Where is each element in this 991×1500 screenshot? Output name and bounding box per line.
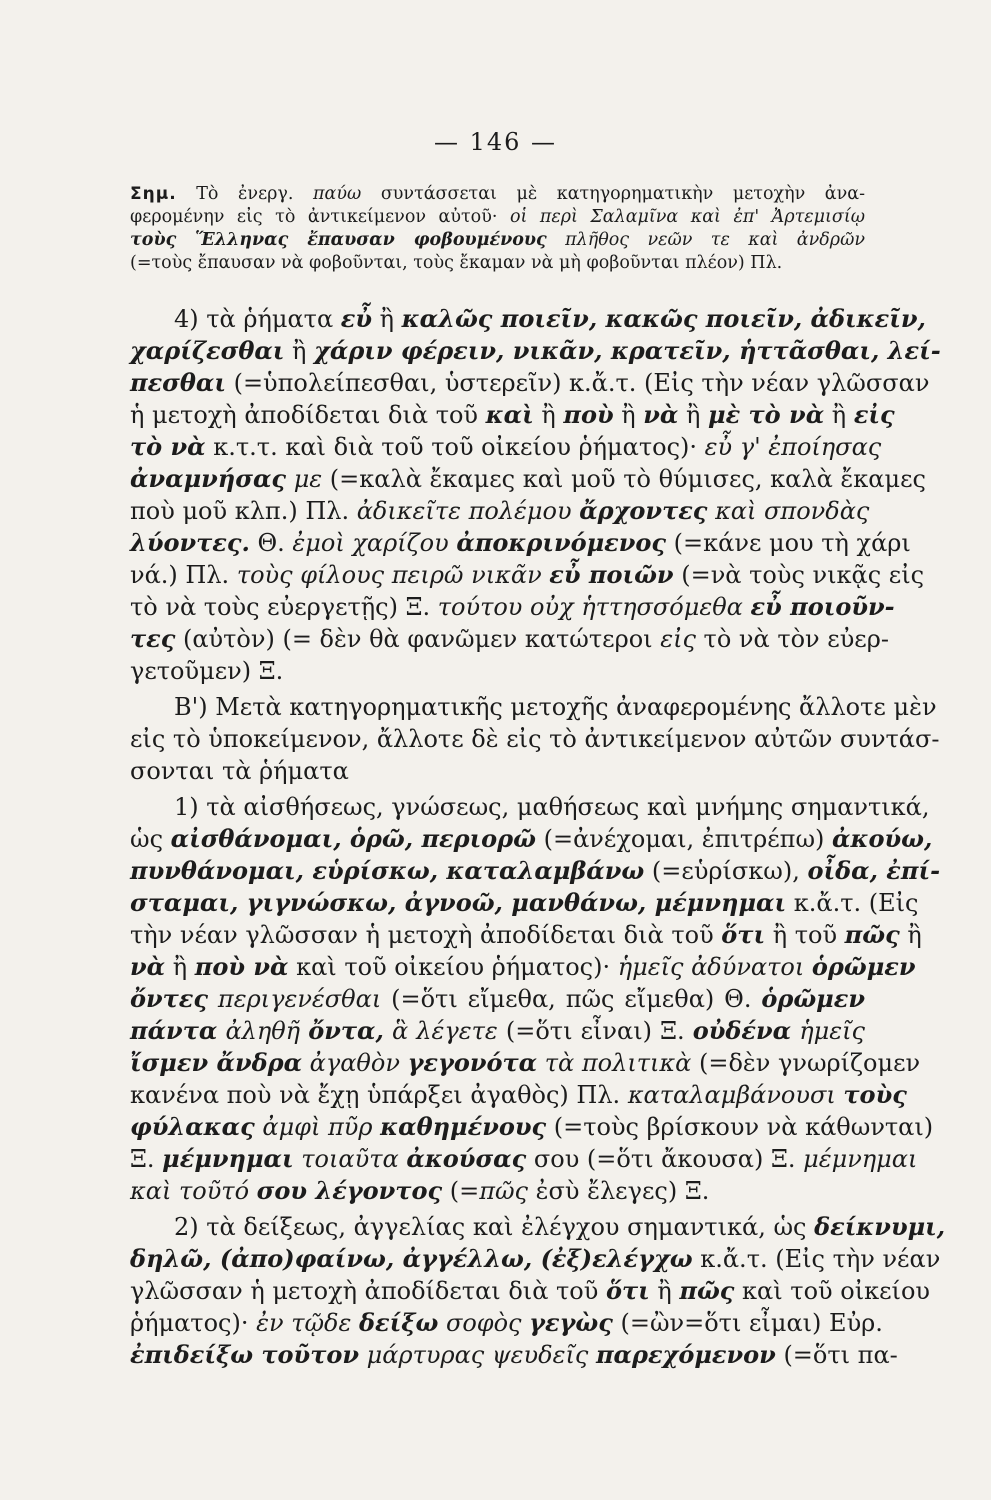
emphasized-term: πεσθαι — [130, 368, 226, 397]
text-run: Β') Μετὰ κατηγορηματικῆς μετοχῆς ἀναφερομένης ἄλλοτε μὲν — [174, 693, 937, 721]
text-run: (=τοὺς βρίσκουν νὰ κάθωνται) — [546, 1113, 934, 1141]
text-line — [130, 691, 937, 723]
text-line — [130, 1111, 934, 1143]
quoted-example: ἀδικεῖτε πολέμου — [356, 497, 572, 525]
quoted-example: μέμνημαι — [803, 1145, 918, 1173]
text-line — [130, 206, 865, 229]
text-run: ὡς — [130, 825, 171, 853]
quoted-example: ἐν τῷδε — [256, 1309, 352, 1337]
text-run: κ.ἄ.τ. (Εἰς τὴν νέαν — [692, 1245, 941, 1273]
text-run — [521, 1309, 529, 1337]
text-run: ἢ — [372, 305, 402, 333]
page-number: — 146 — — [433, 128, 558, 156]
text-line — [130, 1243, 941, 1275]
text-run: τὸ νὰ τὸν εὐερ- — [695, 625, 889, 653]
text-run: (=ὅτι εἶναι) Ξ. — [497, 1017, 693, 1045]
text-run: Τὸ ἐνεργ. — [176, 184, 314, 204]
emphasized-term: τοὺς Ἕλληνας ἔπαυσαν φοβουμένους — [130, 230, 547, 250]
text-run — [547, 230, 565, 250]
emphasized-term: πυνθάνομαι, εὑρίσκω, καταλαμβάνω — [130, 856, 645, 885]
text-run: (= — [442, 1177, 480, 1205]
emphasized-term: λύοντες. — [130, 528, 250, 557]
emphasized-term: ἀποκρινόμενος — [456, 528, 667, 557]
quoted-example: τούτου οὐχ ἡττησσόμεθα — [437, 593, 743, 621]
text-run: ἢ — [284, 337, 315, 365]
emphasized-term: καλῶς ποιεῖν, κακῶς ποιεῖν, ἀδικεῖν, — [401, 304, 926, 333]
text-run — [707, 497, 715, 525]
text-run — [302, 1049, 310, 1077]
text-line — [130, 1047, 921, 1079]
text-run: (=καλὰ ἔκαμες καὶ μοῦ τὸ θύμισες, καλὰ ἔκαμες — [322, 465, 926, 493]
emphasized-term: σταμαι, γιγνώσκω, ἀγνοῶ, μανθάνω, μέμνημαι — [130, 888, 787, 917]
text-run: ἡ μετοχὴ ἀποδίδεται διὰ τοῦ — [130, 401, 486, 429]
paragraph — [130, 691, 940, 787]
text-line — [130, 252, 865, 275]
text-run — [300, 1017, 308, 1045]
text-run: 1) τὰ αἰσθήσεως, γνώσεως, μαθήσεως καὶ μνήμης σημαντικά, — [174, 793, 930, 821]
text-line — [130, 983, 865, 1015]
quoted-example: ἐμοὶ χαρίζου — [292, 529, 449, 557]
text-run: 4) τὰ ῥήματα — [174, 305, 341, 333]
emphasized-term: χαρίζεσθαι — [130, 336, 285, 365]
text-run: Θ. — [249, 529, 293, 557]
text-line — [130, 559, 925, 591]
emphasized-term: καθημένους — [380, 1112, 547, 1141]
text-line — [130, 855, 941, 887]
quoted-example: εὖ γ' ἐποίησας — [704, 433, 882, 461]
text-run: καὶ τοῦ οἰκείου — [734, 1277, 930, 1305]
text-line — [130, 887, 919, 919]
emphasized-term: σου λέγοντος — [256, 1176, 443, 1205]
text-run: (=ὅτι πα- — [775, 1341, 898, 1369]
emphasized-term: δείκνυμι, — [814, 1212, 946, 1241]
text-run: ποὺ μοῦ κλπ.) Πλ. — [130, 497, 357, 525]
text-run: (=ἀνέχομαι, ἐπιτρέπω) — [536, 825, 833, 853]
text-run: (=ὑπολείπεσθαι, ὑστερεῖν) κ.ἄ.τ. (Εἰς τὴν νέαν γλῶσσαν — [225, 369, 930, 397]
text-run: εἰς τὸ ὑποκείμενον, ἄλλοτε δὲ εἰς τὸ ἀντικείμενον αὐτῶν συντάσ- — [130, 725, 940, 753]
text-run: ἢ — [165, 953, 195, 981]
text-line — [130, 431, 882, 463]
text-run: σου (=ὅτι ἄκουσα) Ξ. — [526, 1145, 804, 1173]
quoted-example: ἡμεῖς — [799, 1017, 865, 1045]
text-run: (=τοὺς ἔπαυσαν νὰ φοβοῦνται, τοὺς ἔκαμαν νὰ μὴ φοβοῦνται πλέον) Πλ. — [130, 253, 783, 273]
text-line — [130, 1211, 946, 1243]
text-run: γετοῦμεν) Ξ. — [130, 657, 284, 685]
text-run: φερομένην εἰς τὸ ἀντικείμενον αὐτοῦ· — [130, 207, 510, 227]
text-run: ἢ τοῦ — [765, 921, 845, 949]
emphasized-term: δείξω — [359, 1308, 439, 1337]
emphasized-term: πάντα — [130, 1016, 218, 1045]
quoted-example: μάρτυρας ψευδεῖς — [366, 1341, 589, 1369]
text-run: Ξ. — [130, 1145, 163, 1173]
text-run: νά.) Πλ. — [130, 561, 237, 589]
text-run: ἢ — [613, 401, 644, 429]
text-run: (=δὲν γνωρίζομεν — [691, 1049, 921, 1077]
footnote — [130, 183, 865, 275]
text-run: 2) τὰ δείξεως, ἀγγελίας καὶ ἐλέγχου σημαντικά, ὡς — [174, 1213, 815, 1241]
emphasized-term: μὲ τὸ νὰ — [708, 400, 825, 429]
emphasized-term: νὰ — [130, 952, 166, 981]
quoted-example: ἀμφὶ πῦρ — [262, 1113, 373, 1141]
text-line — [130, 1175, 865, 1207]
text-run — [351, 1309, 359, 1337]
quoted-example: τὰ πολιτικὰ — [544, 1049, 692, 1077]
text-line — [130, 919, 922, 951]
quoted-example: ἡμεῖς ἀδύνατοι — [617, 953, 805, 981]
text-line — [130, 823, 933, 855]
emphasized-term: γεγὼς — [529, 1308, 613, 1337]
text-line — [130, 463, 926, 495]
text-run — [359, 1341, 367, 1369]
text-run: συντάσσεται μὲ κατηγορηματικὴν μετοχὴν ἀνα- — [361, 184, 865, 204]
text-line — [130, 1143, 918, 1175]
paragraph — [130, 1211, 946, 1371]
text-line — [130, 1275, 930, 1307]
quoted-example: εἰς — [660, 625, 696, 653]
emphasized-term: ποὺ — [563, 400, 614, 429]
quoted-example: πλῆθος νεῶν τε καὶ ἀνδρῶν — [565, 230, 865, 250]
text-line — [130, 1339, 898, 1371]
text-run: (=ὢν=ὅτι εἶμαι) Εὐρ. — [612, 1309, 883, 1337]
text-line — [130, 951, 916, 983]
text-line — [130, 229, 865, 252]
text-run: κ.ἄ.τ. (Εἰς — [786, 889, 919, 917]
text-line — [130, 1015, 865, 1047]
emphasized-term: ὄντες — [130, 984, 209, 1013]
text-run — [373, 1113, 381, 1141]
text-line — [130, 1307, 883, 1339]
quoted-example: ἀληθῆ — [225, 1017, 301, 1045]
text-line — [130, 655, 865, 687]
text-line — [130, 591, 895, 623]
text-line — [130, 623, 889, 655]
text-line — [130, 495, 870, 527]
text-line — [130, 303, 926, 335]
note-label: Σημ. — [130, 184, 177, 204]
text-line — [130, 367, 930, 399]
text-run — [286, 465, 294, 493]
emphasized-term: ὁρῶμεν — [811, 952, 916, 981]
quoted-example: καὶ σπονδὰς — [715, 497, 870, 525]
text-run: κ.τ.τ. καὶ διὰ τοῦ τοῦ οἰκείου ῥήματος)· — [205, 433, 705, 461]
emphasized-term: ὅτι — [721, 920, 766, 949]
emphasized-term: οὐδένα — [692, 1016, 792, 1045]
paragraph — [130, 303, 941, 687]
text-line — [130, 755, 865, 787]
quoted-example: τοιαῦτα — [301, 1145, 399, 1173]
emphasized-term: τὸ νὰ — [130, 432, 206, 461]
text-run — [537, 1049, 545, 1077]
text-line — [130, 723, 940, 755]
text-line — [130, 527, 911, 559]
emphasized-term: ὅτι — [605, 1276, 650, 1305]
text-run: γλῶσσαν ἡ μετοχὴ ἀποδίδεται διὰ τοῦ — [130, 1277, 606, 1305]
text-run: (=κάνε μου τὴ χάρι — [666, 529, 911, 557]
text-run — [208, 985, 218, 1013]
text-run: ἢ — [824, 401, 854, 429]
emphasized-term: ποὺ νὰ — [194, 952, 289, 981]
text-run: (=ὅτι εἴμεθα, πῶς εἴμεθα) Θ. — [381, 985, 762, 1013]
emphasized-term: ἀκούω, — [832, 824, 933, 853]
text-run: ἐσὺ ἔλεγες) Ξ. — [527, 1177, 710, 1205]
emphasized-term: φύλακας — [130, 1112, 255, 1141]
quoted-example: οἱ περὶ Σαλαμῖνα καὶ ἐπ' Ἀρτεμισίῳ — [509, 207, 865, 227]
quoted-example: παύω — [313, 184, 362, 204]
text-run — [438, 1309, 446, 1337]
emphasized-term: πῶς — [844, 920, 900, 949]
quoted-example: πῶς — [479, 1177, 528, 1205]
quoted-example: περιγενέσθαι — [217, 985, 382, 1013]
text-line — [130, 183, 865, 206]
emphasized-term: νὰ — [643, 400, 679, 429]
text-run: ἢ — [533, 401, 564, 429]
emphasized-term: μέμνημαι — [162, 1144, 294, 1173]
text-run: κανένα ποὺ νὰ ἔχῃ ὑπάρξει ἀγαθὸς) Πλ. — [130, 1081, 628, 1109]
text-run: (=νὰ τοὺς νικᾷς εἰς — [673, 561, 925, 589]
emphasized-term: γεγονότα — [407, 1048, 538, 1077]
quoted-example: ἀγαθὸν — [309, 1049, 400, 1077]
text-run: τὴν νέαν γλῶσσαν ἡ μετοχὴ ἀποδίδεται διὰ τοῦ — [130, 921, 722, 949]
emphasized-term: ὁρῶμεν — [761, 984, 865, 1013]
text-run — [743, 593, 751, 621]
text-line — [130, 791, 930, 823]
emphasized-term: δηλῶ, (ἀπο)φαίνω, ἀγγέλλω, (ἐξ)ελέγχω — [130, 1244, 693, 1273]
text-run: σονται τὰ ῥήματα — [130, 757, 349, 785]
text-run — [249, 1177, 257, 1205]
text-line — [130, 335, 941, 367]
text-run: καὶ τοῦ οἰκείου ῥήματος)· — [288, 953, 618, 981]
paragraph — [130, 791, 941, 1207]
text-run — [384, 1017, 392, 1045]
text-line — [130, 1079, 907, 1111]
quoted-example: σοφὸς — [445, 1309, 522, 1337]
emphasized-term: ἀκούσας — [406, 1144, 527, 1173]
text-run — [804, 953, 812, 981]
main-text — [130, 303, 946, 1371]
emphasized-term: ἀναμνήσας — [130, 464, 287, 493]
quoted-example: καταλαμβάνουσι — [627, 1081, 836, 1109]
emphasized-term: παρεχόμενον — [595, 1340, 776, 1369]
text-run — [588, 1341, 596, 1369]
quoted-example: με — [293, 465, 323, 493]
text-run: τὸ νὰ τοὺς εὐεργετῇς) Ξ. — [130, 593, 438, 621]
emphasized-term: ὄντα, — [308, 1016, 384, 1045]
emphasized-term: καὶ — [485, 400, 534, 429]
text-run: (=εὑρίσκω), — [644, 857, 808, 885]
emphasized-term: ἄρχοντες — [579, 496, 708, 525]
text-run — [400, 1049, 408, 1077]
emphasized-term: αἰσθάνομαι, ὁρῶ, περιορῶ — [170, 824, 536, 853]
emphasized-term: πῶς — [679, 1276, 735, 1305]
quoted-example: τοὺς φίλους πειρῶ νικᾶν — [236, 561, 542, 589]
emphasized-term: ἴσμεν ἄνδρα — [130, 1048, 303, 1077]
text-line — [130, 399, 895, 431]
emphasized-term: εὖ ποιῶν — [549, 560, 674, 589]
text-run: ἢ — [899, 921, 922, 949]
text-run: ἢ — [678, 401, 709, 429]
text-run: ἢ — [649, 1277, 680, 1305]
emphasized-term: τοὺς — [843, 1080, 907, 1109]
emphasized-term: ἐπιδείξω τοῦτον — [130, 1340, 360, 1369]
emphasized-term: τες — [130, 624, 176, 653]
text-run: ῥήματος)· — [130, 1309, 257, 1337]
emphasized-term: οἶδα, ἐπί- — [807, 856, 941, 885]
emphasized-term: χάριν φέρειν, νικᾶν, κρατεῖν, ἡττᾶσθαι, λεί- — [314, 336, 941, 365]
quoted-example: ἃ λέγετε — [391, 1017, 498, 1045]
emphasized-term: εὖ — [340, 304, 373, 333]
emphasized-term: εὖ ποιοῦν- — [750, 592, 895, 621]
emphasized-term: εἰς — [853, 400, 895, 429]
quoted-example: καὶ τοῦτό — [130, 1177, 250, 1205]
text-run: (αὐτὸν) (= δὲν θὰ φανῶμεν κατώτεροι — [175, 625, 661, 653]
